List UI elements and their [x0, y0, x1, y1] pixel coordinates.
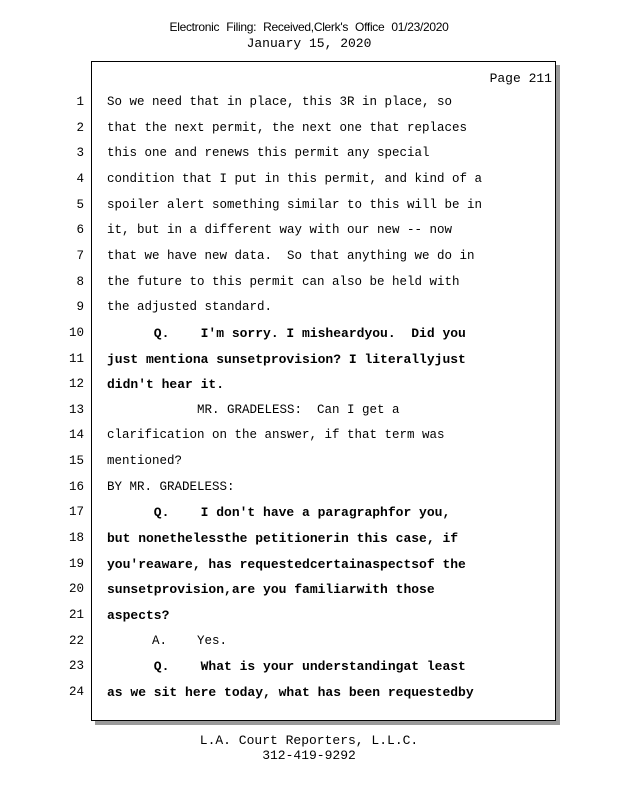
transcript-line: [0, 372, 618, 398]
page-number: Page 211: [489, 71, 552, 86]
line-number: 11: [68, 351, 84, 366]
line-number: 4: [76, 171, 84, 186]
line-text: MR. GRADELESS: Can I get a: [107, 402, 400, 417]
line-number: 6: [76, 223, 84, 238]
line-text: spoiler alert something similar to this will be in: [107, 197, 483, 212]
transcript-line: [0, 270, 618, 296]
transcript-line: [0, 398, 618, 424]
line-number: 20: [68, 582, 84, 597]
line-text: it, but in a different way with our new -- now: [107, 223, 453, 238]
line-number: 18: [68, 531, 84, 546]
line-text: just mentiona sunsetprovision? I literallyjust: [107, 351, 466, 367]
line-number: 8: [76, 274, 84, 289]
transcript-line: [0, 193, 618, 219]
line-number: 17: [68, 505, 84, 520]
transcript-line: [0, 90, 618, 116]
line-text: Q. I'm sorry. I misheardyou. Did you: [107, 325, 466, 341]
transcript-line: [0, 577, 618, 603]
line-text: Q. I don't have a paragraphfor you,: [107, 505, 451, 521]
line-text: BY MR. GRADELESS:: [107, 479, 235, 494]
transcript-line: [0, 321, 618, 347]
line-number: 7: [76, 248, 84, 263]
line-number: 2: [76, 120, 84, 135]
transcript-line: [0, 423, 618, 449]
line-text: So we need that in place, this 3R in place, so: [107, 95, 453, 109]
line-number: 19: [68, 556, 84, 571]
transcript-line: [0, 295, 618, 321]
line-text: that the next permit, the next one that replaces: [107, 120, 468, 135]
line-number: 16: [68, 479, 84, 494]
transcript-line: [0, 603, 618, 629]
line-number: 23: [68, 659, 84, 674]
line-number: 14: [68, 428, 84, 443]
line-number: 1: [76, 95, 84, 109]
line-text: condition that I put in this permit, and kind of a: [107, 171, 483, 186]
line-number: 3: [76, 146, 84, 161]
line-text: this one and renews this permit any special: [107, 146, 430, 161]
line-text: you'reaware, has requestedcertainaspectsof the: [107, 556, 466, 572]
line-text: A. Yes.: [107, 633, 228, 648]
transcript-line: [0, 526, 618, 552]
footer-company: L.A. Court Reporters, L.L.C.: [199, 733, 419, 748]
line-text: aspects?: [107, 608, 170, 623]
transcript-line: [0, 680, 618, 706]
line-number: 22: [68, 633, 84, 648]
line-text: that we have new data. So that anything we do in: [107, 248, 475, 263]
transcript-line: [0, 347, 618, 373]
line-number: 10: [68, 325, 84, 340]
transcript-line: [0, 141, 618, 167]
footer: [0, 733, 618, 763]
line-number: 21: [68, 608, 84, 622]
line-text: clarification on the answer, if that term was: [107, 428, 445, 443]
line-text: as we sit here today, what has been requestedby: [107, 684, 474, 700]
line-text: Q. What is your understandingat least: [107, 659, 466, 675]
line-number: 15: [68, 454, 84, 469]
transcript-line: [0, 629, 618, 655]
transcript-line: [0, 654, 618, 680]
transcript-line: [0, 500, 618, 526]
transcript-line: [0, 449, 618, 475]
line-number: 24: [68, 684, 84, 699]
header-date: January 15, 2020: [246, 36, 372, 51]
line-text: sunsetprovision,are you familiarwith those: [107, 582, 435, 598]
line-text: the adjusted standard.: [107, 300, 273, 315]
transcript-line: [0, 244, 618, 270]
transcript-line: [0, 552, 618, 578]
transcript-line: [0, 167, 618, 193]
line-text: didn't hear it.: [107, 377, 225, 393]
transcript-line: [0, 218, 618, 244]
transcript-line: [0, 475, 618, 501]
line-number: 13: [68, 402, 84, 417]
line-text: but nonethelessthe petitionerin this case, if: [107, 531, 459, 547]
footer-phone: 312-419-9292: [262, 748, 356, 763]
line-number: 5: [76, 197, 84, 212]
line-number: 9: [76, 300, 84, 315]
transcript-line: [0, 116, 618, 142]
line-text: mentioned?: [107, 454, 183, 469]
line-text: the future to this permit can also be held with: [107, 274, 460, 289]
efiling-stamp: Electronic Filing: Received,Clerk's Office 01/23/2020: [169, 20, 449, 34]
line-number: 12: [68, 377, 84, 392]
